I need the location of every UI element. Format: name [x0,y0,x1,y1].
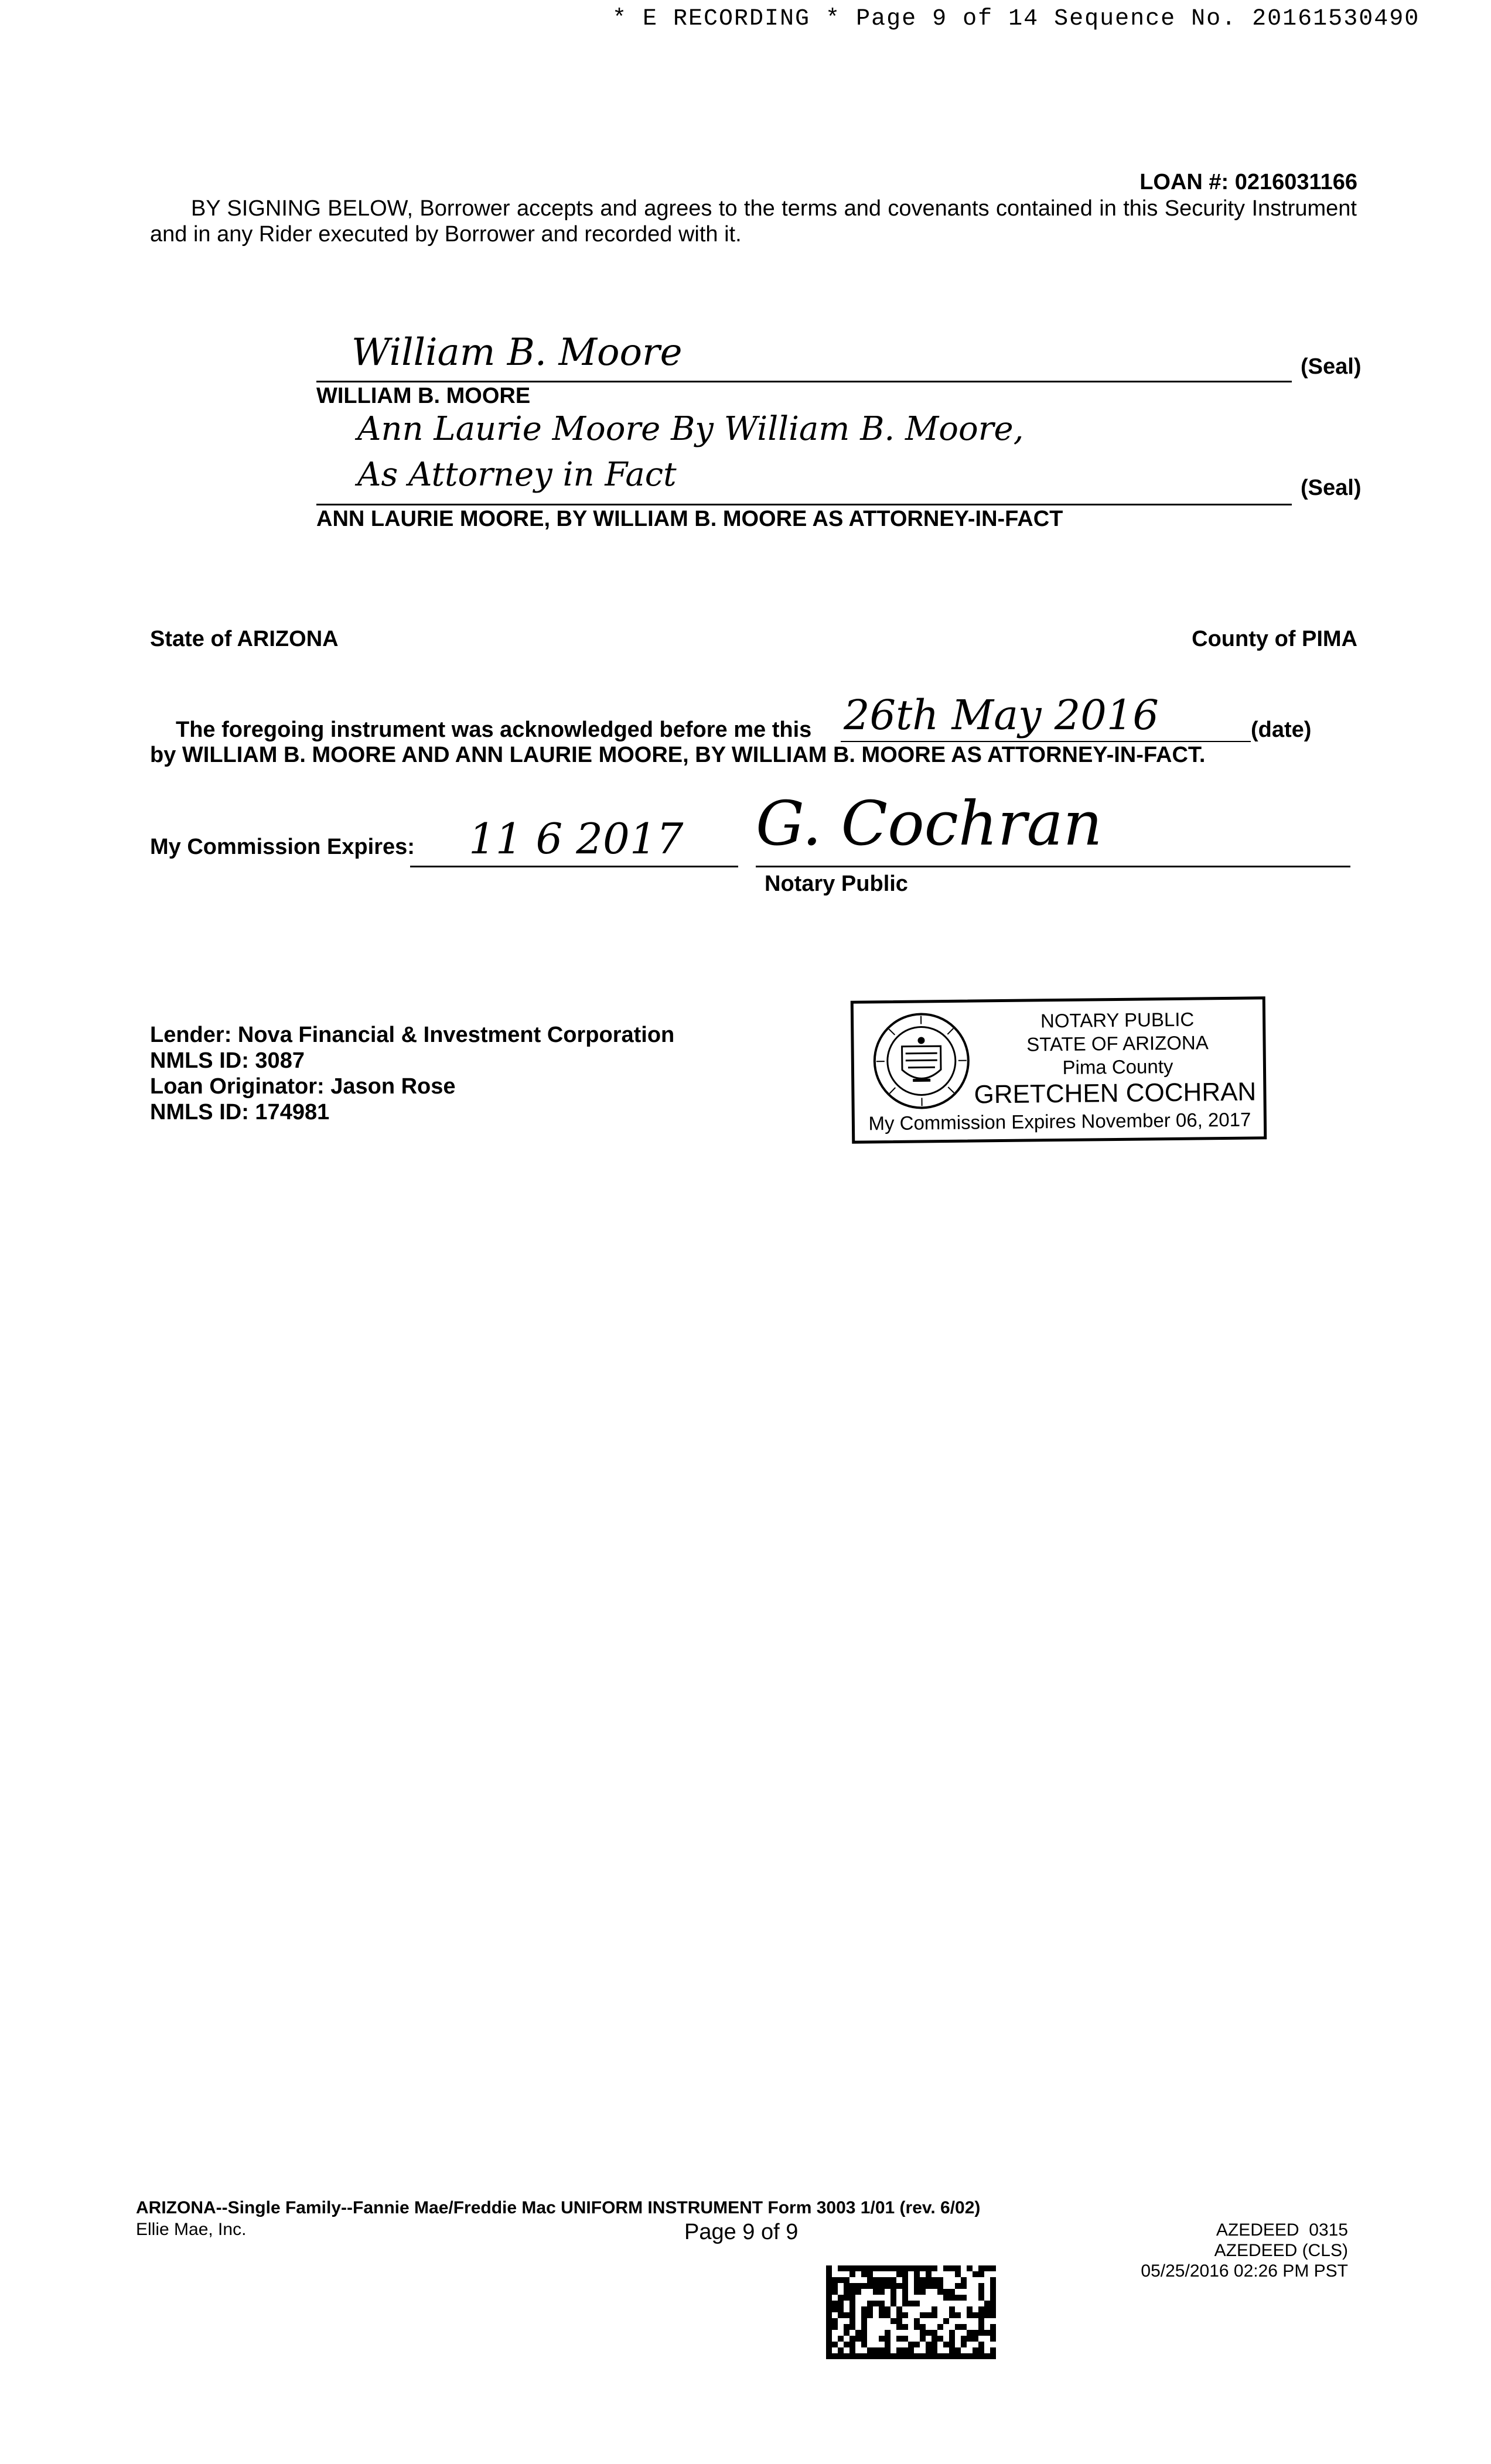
state-label: State of ARIZONA [150,627,339,651]
commission-expires-line [410,866,738,867]
notary-stamp [851,996,1267,1143]
acknowledgment-line1: The foregoing instrument was acknowledged before me this [176,717,812,742]
borrower1-signature: William B. Moore [352,331,683,374]
lender-block [150,1022,674,1125]
barcode-icon [826,2265,996,2359]
footer-code-1: AZEDEED 0315 [1216,2220,1348,2240]
lender-nmls: NMLS ID: 3087 [150,1048,305,1073]
intro-text: BY SIGNING BELOW, Borrower accepts and agrees to the terms and covenants contained in this Security Instrument and in any Rider executed by Borrower and recorded with it. [150,196,1357,247]
stamp-state: STATE OF ARIZONA [1026,1031,1209,1055]
state-seal-icon [871,1011,972,1112]
footer-timestamp: 05/25/2016 02:26 PM PST [1141,2261,1348,2281]
originator-nmls: NMLS ID: 174981 [150,1100,330,1125]
recording-header: * E RECORDING * Page 9 of 14 Sequence No. 20161530490 [612,6,1420,32]
acknowledgment-date-handwritten: 26th May 2016 [844,691,1159,739]
commission-expires-label: My Commission Expires: [150,835,415,859]
loan-originator: Loan Originator: Jason Rose [150,1074,456,1099]
stamp-title: NOTARY PUBLIC [1040,1008,1195,1032]
stamp-county: Pima County [1062,1055,1173,1078]
notary-signature: G. Cochran [756,788,1103,859]
borrower2-name: ANN LAURIE MOORE, BY WILLIAM B. MOORE AS ATTORNEY-IN-FACT [316,507,1063,531]
borrower2-seal-label: (Seal) [1301,476,1362,500]
notary-signature-line [756,866,1350,867]
borrower1-name: WILLIAM B. MOORE [316,384,531,408]
stamp-commission-expires: My Commission Expires November 06, 2017 [868,1108,1251,1134]
acknowledgment-date-line [841,741,1251,742]
commission-expires-handwritten: 11 6 2017 [469,814,684,863]
footer-codes [1141,2220,1348,2281]
intro-paragraph [150,196,1357,247]
acknowledgment-line2: by WILLIAM B. MOORE AND ANN LAURIE MOORE, BY WILLIAM B. MOORE AS ATTORNEY-IN-FACT. [150,743,1206,767]
borrower2-signature-line [316,504,1292,505]
footer-form-title: ARIZONA--Single Family--Fannie Mae/Freddie Mac UNIFORM INSTRUMENT Form 3003 1/01 (rev. 6/02) [136,2198,981,2217]
lender-name: Lender: Nova Financial & Investment Corporation [150,1023,675,1047]
loan-number: LOAN #: 0216031166 [1139,170,1357,194]
county-label: County of PIMA [1192,627,1357,651]
acknowledgment-date-label: (date) [1251,717,1312,742]
borrower2-signature-line1: Ann Laurie Moore By William B. Moore, [357,410,1024,448]
stamp-notary-name: GRETCHEN COCHRAN [974,1077,1257,1109]
notary-public-label: Notary Public [765,872,908,896]
borrower1-signature-line [316,381,1292,382]
footer-code-2: AZEDEED (CLS) [1214,2241,1348,2260]
footer-vendor: Ellie Mae, Inc. [136,2220,247,2239]
borrower2-signature-line2: As Attorney in Fact [357,456,677,494]
footer-page-number: Page 9 of 9 [684,2220,799,2244]
borrower1-seal-label: (Seal) [1301,354,1362,379]
